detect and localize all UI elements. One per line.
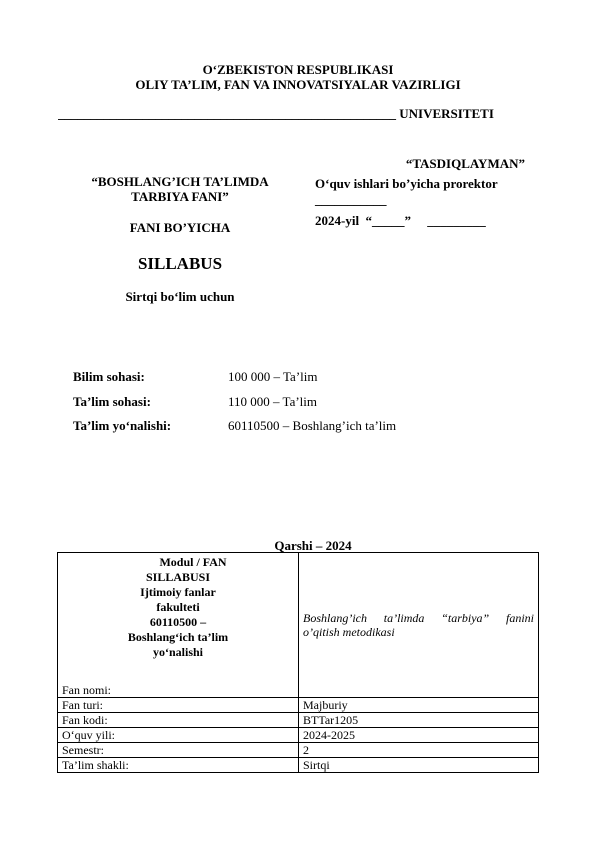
info-label: Bilim sohasi: (73, 369, 145, 384)
approval-title: “TASDIQLAYMAN” (405, 156, 525, 171)
info-value: 100 000 – Ta’lim (228, 369, 318, 384)
city-year: Qarshi – 2024 (274, 538, 352, 553)
table-row (58, 728, 539, 743)
modul-line: fakulteti (156, 600, 200, 614)
info-label: Ta’lim sohasi: (73, 394, 151, 409)
subject-title-line2: TARBIYA FANI” (131, 189, 229, 204)
row-value: BTTar1205 (299, 713, 539, 728)
approval-role: O‘quv ishlari bo’yicha prorektor (315, 176, 498, 191)
modul-line: Ijtimoiy fanlar (140, 585, 216, 599)
row-value: 2024-2025 (299, 728, 539, 743)
row-label: Fan kodi: (58, 713, 299, 728)
syllabus-table (57, 552, 539, 773)
info-value: 60110500 – Boshlang’ich ta’lim (228, 418, 397, 433)
ministry-name: OLIY TA’LIM, FAN VA INNOVATSIYALAR VAZIRLIGI (135, 77, 461, 92)
modul-line: SILLABUSI (145, 570, 211, 584)
modul-cell (58, 553, 299, 698)
fan-nomi-label: Fan nomi: (62, 683, 112, 697)
modul-line: 60110500 – (149, 615, 207, 629)
ministry-country: O‘ZBEKISTON RESPUBLIKASI (202, 62, 394, 77)
approval-signature-blank: ___________ (315, 192, 387, 207)
row-label: O‘quv yili: (58, 728, 299, 743)
approval-date: 2024-yil “_____” _________ (315, 213, 486, 228)
fan-nomi-line1: Boshlang’ich ta’limda “tarbiya” fanini (303, 611, 534, 625)
modul-line: yo‘nalishi (152, 645, 203, 659)
modul-line: Modul / FAN (159, 555, 227, 569)
row-value: 2 (299, 743, 539, 758)
study-mode: Sirtqi bo‘lim uchun (125, 289, 235, 304)
row-value: Majburiy (299, 698, 539, 713)
fan-nomi-line2: o’qitish metodikasi (303, 625, 395, 639)
info-value: 110 000 – Ta’lim (228, 394, 318, 409)
row-value: Sirtqi (299, 758, 539, 773)
table-row (58, 758, 539, 773)
row-label: Semestr: (58, 743, 299, 758)
table-row (58, 698, 539, 713)
subject-title-line1: “BOSHLANG’ICH TA’LIMDA (91, 174, 269, 189)
table-row (58, 713, 539, 728)
table-row (58, 743, 539, 758)
by-subject-label: FANI BO’YICHA (129, 220, 231, 235)
info-label: Ta’lim yo‘nalishi: (73, 418, 172, 433)
modul-heading (62, 553, 294, 660)
university-line: ____________________________________________________ UNIVERSITETI (58, 106, 494, 121)
fan-nomi-value (299, 553, 539, 698)
row-label: Fan turi: (58, 698, 299, 713)
row-label: Ta’lim shakli: (58, 758, 299, 773)
table-row (58, 553, 539, 698)
syllabus-title: SILLABUS (137, 254, 223, 273)
modul-line: Boshlang‘ich ta’lim (127, 630, 229, 644)
